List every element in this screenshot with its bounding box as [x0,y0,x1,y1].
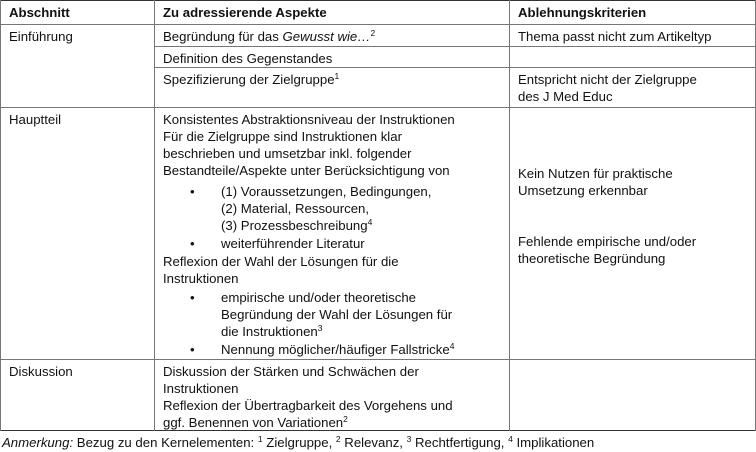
section-discussion: Diskussion [9,364,73,379]
intro-criteria-target-group: Entspricht nicht der Zielgruppe des J Med Educ [518,72,697,104]
column-rule [0,0,1,431]
row-rule [154,46,756,47]
column-rule [154,0,155,431]
intro-aspect-rationale: Begründung für das Gewusst wie…$^2$ [163,28,376,44]
main-criteria-practical: Kein Nutzen für praktische Umsetzung erkennbar [518,166,673,198]
bullet: • [190,184,195,199]
row-rule [154,67,756,68]
main-aspects-intro: Konsistentes Abstraktionsniveau der Instruktionen Für die Zielgruppe sind Instruktionen klar beschrieben und umsetzbar inkl. folgender Bestandteile/Aspekte unter Berücksichtigung von [163,112,455,178]
bullet: • [190,290,195,305]
section-main: Hauptteil [9,112,62,127]
section-rule [0,359,756,360]
discussion-aspects: Diskussion der Stärken und Schwächen der Instruktionen Reflexion der Übertragbarkeit des Vorgehens und ggf. Benennen von Variationen$^2$ [163,364,453,430]
criteria-table: Abschnitt Zu adressierende Aspekte Ablehnungskriterien Einführung Begründung für das Gewusst wie…$^2$ Thema passt nicht zum Artikeltyp Definition des Gegenstandes Spezifizierung der Zielgruppe$^1$ Entspricht nicht der Zielgruppe des J Med Educ Hauptteil Konsistentes Abstraktionsniveau der Instruktionen Für die Zielgruppe sind Instruktionen klar beschrieben und umsetzbar inkl. folgender Bestandteile/Aspekte unter Berücksichtigung von • (1) Voraussetzungen, Bedingungen, (2) Material, Ressourcen, (3) Prozessbeschreibung$^4$ • weiterführender Literatur Reflexion der Wahl der Lösungen für die Instruktionen • empirische und/oder theoretische Begründung der Wahl der Lösungen für die Instruktionen$^3$ • Nennung möglicher/häufiger Fallstricke$^4$ Kein Nutzen für praktische Umsetzung erkennbar Fehlende empirische und/oder theoretische Begründung Diskussion Diskussion der Stärken und Schwächen der Instruktionen Reflexion der Übertragbarkeit des Vorgehens und ggf. Benennen von Variationen$^2$ [0,0,756,431]
main-reflection: Reflexion der Wahl der Lösungen für die Instruktionen [163,254,399,286]
header-aspects: Zu adressierende Aspekte [163,5,327,20]
table-note: Anmerkung: Bezug zu den Kernelementen: $^1$ Zielgruppe, $^2$ Relevanz, $^3$ Rechtfertigung, $^4$ Implikationen [2,434,595,450]
bullet: • [190,342,195,357]
section-intro: Einführung [9,29,73,44]
header-section: Abschnitt [9,5,70,20]
section-rule [0,107,756,108]
main-criteria-justification: Fehlende empirische und/oder theoretische Begründung [518,234,697,266]
column-rule [509,0,510,431]
intro-aspect-definition: Definition des Gegenstandes [163,51,333,66]
header-criteria: Ablehnungskriterien [518,5,647,20]
table-top-rule [0,0,756,1]
intro-criteria-topic: Thema passt nicht zum Artikeltyp [518,29,712,44]
bullet: • [190,236,195,251]
intro-aspect-target-group: Spezifizierung der Zielgruppe$^1$ [163,71,340,87]
header-rule [0,24,756,25]
